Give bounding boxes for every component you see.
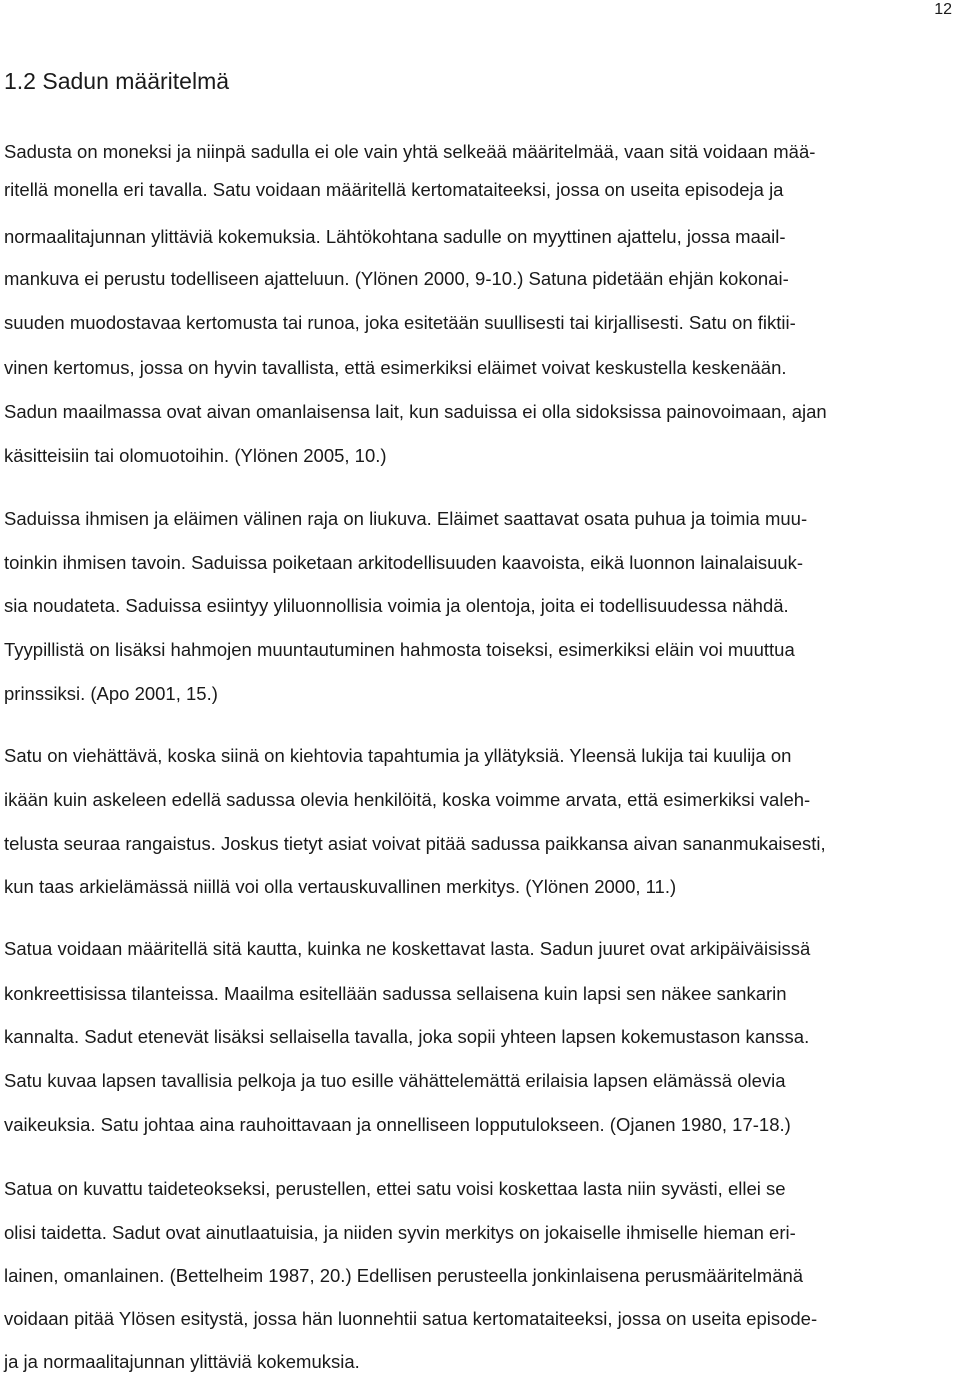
text-line: ja ja normaalitajunnan ylittäviä kokemuksia.: [4, 1351, 360, 1372]
text-line: Satu kuvaa lapsen tavallisia pelkoja ja tuo esille vähättelemättä erilaisia lapsen elämässä olevia: [4, 1070, 786, 1091]
text-line: lainen, omanlainen. (Bettelheim 1987, 20.) Edellisen perusteella jonkinlaisena perusmääritelmänä: [4, 1265, 804, 1286]
section-heading: 1.2 Sadun määritelmä: [4, 68, 230, 94]
text-line: kun taas arkielämässä niillä voi olla vertauskuvallinen merkitys. (Ylönen 2000, 11.): [4, 876, 677, 897]
text-line: kannalta. Sadut etenevät lisäksi sellaisella tavalla, joka sopii yhteen lapsen kokemustason kanssa.: [4, 1026, 810, 1047]
text-line: telusta seuraa rangaistus. Joskus tietyt asiat voivat pitää sadussa paikkansa aivan sananmukaisesti,: [4, 833, 826, 854]
text-line: prinssiksi. (Apo 2001, 15.): [4, 683, 218, 704]
text-line: normaalitajunnan ylittäviä kokemuksia. Lähtökohtana sadulle on myyttinen ajattelu, jossa maail-: [4, 226, 786, 247]
text-line: Satua on kuvattu taideteokseksi, perustellen, ettei satu voisi koskettaa lasta niin syvästi, ellei se: [4, 1178, 786, 1199]
text-line: Sadusta on moneksi ja niinpä sadulla ei ole vain yhtä selkeää määritelmää, vaan sitä voidaan mää-: [4, 141, 816, 162]
text-line: vaikeuksia. Satu johtaa aina rauhoittavaan ja onnelliseen lopputulokseen. (Ojanen 1980, 17-18.): [4, 1114, 791, 1135]
text-line: suuden muodostavaa kertomusta tai runoa, joka esitetään suullisesti tai kirjallisesti. Satu on fiktii-: [4, 312, 796, 333]
text-line: käsitteisiin tai olomuotoihin. (Ylönen 2005, 10.): [4, 445, 387, 466]
text-line: olisi taidetta. Sadut ovat ainutlaatuisia, ja niiden syvin merkitys on jokaiselle ihmiselle hieman eri-: [4, 1222, 796, 1243]
text-line: Satua voidaan määritellä sitä kautta, kuinka ne koskettavat lasta. Sadun juuret ovat arkipäiväisissä: [4, 938, 811, 959]
text-line: voidaan pitää Ylösen esitystä, jossa hän luonnehtii satua kertomataiteeksi, jossa on useita episode-: [4, 1308, 818, 1329]
text-line: Saduissa ihmisen ja eläimen välinen raja on liukuva. Eläimet saattavat osata puhua ja toimia muu-: [4, 508, 808, 529]
text-line: toinkin ihmisen tavoin. Saduissa poiketaan arkitodellisuuden kaavoista, eikä luonnon lainalaisuuk-: [4, 552, 804, 573]
text-line: mankuva ei perustu todelliseen ajatteluun. (Ylönen 2000, 9-10.) Satuna pidetään ehjän kokonai-: [4, 268, 789, 289]
text-line: konkreettisissa tilanteissa. Maailma esitellään sadussa sellaisena kuin lapsi sen näkee sankarin: [4, 983, 787, 1004]
page-number: 12: [934, 1, 952, 18]
text-line: sia noudateta. Saduissa esiintyy yliluonnollisia voimia ja olentoja, joita ei todellisuudessa nähdä.: [4, 595, 789, 616]
text-line: ikään kuin askeleen edellä sadussa olevia henkilöitä, koska voimme arvata, että esimerkiksi valeh-: [4, 789, 811, 810]
text-line: Tyypillistä on lisäksi hahmojen muuntautuminen hahmosta toiseksi, esimerkiksi eläin voi muuttua: [4, 639, 795, 660]
text-line: ritellä monella eri tavalla. Satu voidaan määritellä kertomataiteeksi, jossa on useita episodeja ja: [4, 179, 784, 200]
text-line: Satu on viehättävä, koska siinä on kiehtovia tapahtumia ja yllätyksiä. Yleensä lukija tai kuulija on: [4, 745, 792, 766]
text-line: Sadun maailmassa ovat aivan omanlaisensa lait, kun saduissa ei olla sidoksissa painovoimaan, ajan: [4, 401, 827, 422]
text-line: vinen kertomus, jossa on hyvin tavallista, että esimerkiksi eläimet voivat keskustella keskenään.: [4, 357, 787, 378]
